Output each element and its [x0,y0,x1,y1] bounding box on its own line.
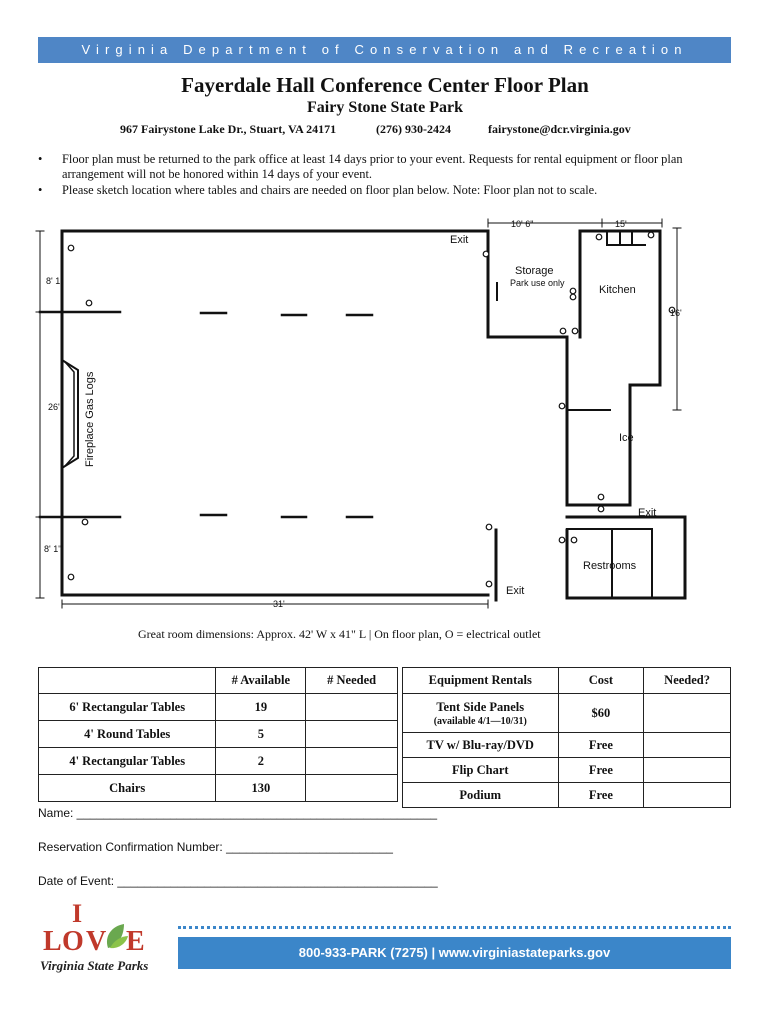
dim-top-right: 15' [615,219,627,229]
equipment-cost: Free [558,758,644,783]
dim-left-top: 8' 1" [46,276,64,286]
needed-input[interactable] [644,783,731,808]
floor-plan-caption: Great room dimensions: Approx. 42' W x 41" L | On floor plan, O = electrical outlet [138,627,541,641]
column-header: Equipment Rentals [403,668,559,694]
outlet-icon [486,524,492,530]
table-header-row [39,668,398,694]
equipment-cost: Free [558,733,644,758]
available-count: 2 [216,748,306,775]
column-header: Needed? [644,668,731,694]
column-header: # Needed [306,668,398,694]
exit-top-label: Exit [450,234,469,246]
table-row [39,721,398,748]
park-email: fairystone@dcr.virginia.gov [488,122,631,136]
needed-input[interactable] [644,694,731,733]
item-name: 4' Round Tables [39,721,216,748]
logo-text: Virginia State Parks [40,958,149,973]
equipment-name: Tent Side Panels (available 4/1—10/31) [403,694,559,733]
logo-letter: V [86,926,107,957]
agency-banner: Virginia Department of Conservation and Recreation [38,37,731,63]
storage-note: Park use only [510,278,565,288]
event-date-field[interactable]: Date of Event: ________________________________________________ [38,874,438,888]
outlet-icon [86,300,92,306]
dim-top-left: 10' 6" [511,219,534,229]
instruction-item: • Floor plan must be returned to the park office at least 14 days prior to your event. Requests for rental equipment or floor plan arrangement will not be honored within 14 days of your event. [38,152,683,181]
outlet-icon [559,403,565,409]
storage-label: Storage [515,265,554,277]
outlet-icon [560,328,566,334]
dim-right: 16' [670,308,682,318]
exit-right-label: Exit [638,507,657,519]
outlet-icon [598,494,604,500]
exit-bottom-label: Exit [506,585,525,597]
outlet-icon [648,232,654,238]
outlet-icon [82,519,88,525]
logo-letter: E [126,926,145,957]
footer-dotted-line [178,926,731,932]
item-name: 4' Rectangular Tables [39,748,216,775]
logo-letter: I [72,900,83,928]
needed-input[interactable] [306,748,398,775]
outlet-icon [598,506,604,512]
ice-label: Ice [619,432,634,444]
logo-letter: L [43,926,62,957]
table-header-row [403,668,731,694]
equipment-table [402,667,731,808]
fireplace-label: Fireplace Gas Logs [84,371,96,467]
item-name: 6' Rectangular Tables [39,694,216,721]
virginia-state-parks-logo [38,900,168,980]
confirmation-number-field[interactable]: Reservation Confirmation Number: _________________________ [38,840,393,854]
dim-left-mid: 26' [48,402,60,412]
instruction-item: • Please sketch location where tables and chairs are needed on floor plan below. Note: Floor plan not to scale. [38,183,598,197]
outlet-icon [483,251,489,257]
outlet-icon [68,245,74,251]
needed-input[interactable] [306,775,398,802]
page-title: Fayerdale Hall Conference Center Floor Plan [181,73,589,97]
table-row [403,758,731,783]
item-name: Chairs [39,775,216,802]
dim-left-bottom: 8' 1" [44,544,62,554]
availability-note: (available 4/1—10/31) [433,715,527,727]
table-row [39,775,398,802]
equipment-name: TV w/ Blu-ray/DVD [403,733,559,758]
table-row [403,733,731,758]
outlet-icon [559,537,565,543]
column-header: # Available [216,668,306,694]
outlet-icon [486,581,492,587]
outlet-icon [68,574,74,580]
logo-letter: O [62,926,84,957]
outlet-icon [570,288,576,294]
outlet-icon [596,234,602,240]
equipment-name: Podium [403,783,559,808]
needed-input[interactable] [644,758,731,783]
needed-input[interactable] [644,733,731,758]
furniture-table [38,667,398,802]
name-field[interactable]: Name: ______________________________________________________ [38,806,438,820]
bullet-icon: • [38,152,43,166]
bullet-icon: • [38,183,43,197]
outlet-icon [570,294,576,300]
table-row [39,694,398,721]
dim-bottom: 31' [273,599,285,609]
kitchen-label: Kitchen [599,284,636,296]
park-address: 967 Fairystone Lake Dr., Stuart, VA 24171 [120,122,337,136]
column-header [39,668,216,694]
available-count: 130 [216,775,306,802]
equipment-cost: $60 [558,694,644,733]
footer-contact-bar: 800-933-PARK (7275) | www.virginiastateparks.gov [178,937,731,969]
page-subtitle: Fairy Stone State Park [307,99,463,116]
equipment-name: Flip Chart [403,758,559,783]
table-row [403,783,731,808]
available-count: 5 [216,721,306,748]
park-phone: (276) 930-2424 [376,122,451,136]
needed-input[interactable] [306,694,398,721]
needed-input[interactable] [306,721,398,748]
restrooms-label: Restrooms [583,560,637,572]
outlet-icon [571,537,577,543]
table-row [403,694,731,733]
table-row [39,748,398,775]
outlet-icon [572,328,578,334]
available-count: 19 [216,694,306,721]
column-header: Cost [558,668,644,694]
equipment-cost: Free [558,783,644,808]
